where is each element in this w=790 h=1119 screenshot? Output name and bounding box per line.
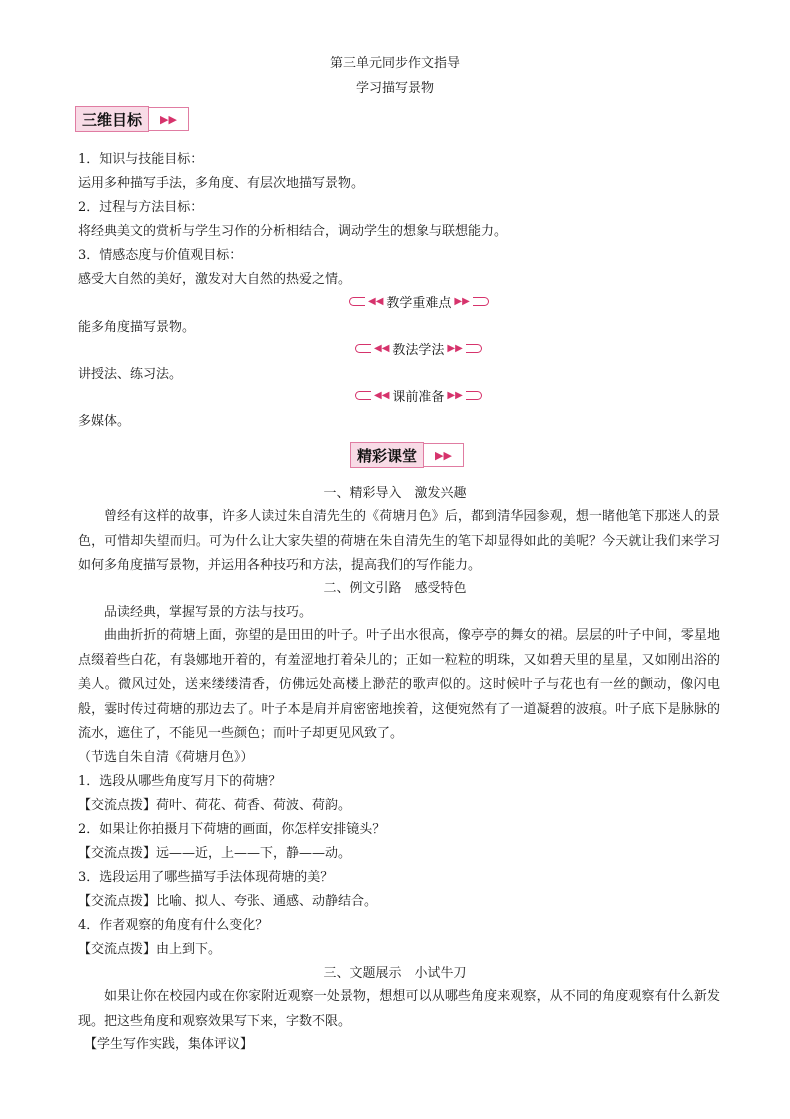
heading-key-points-label: 教学重难点 bbox=[386, 295, 452, 311]
double-chevron-left-icon: ◀◀ bbox=[368, 295, 384, 307]
section-lesson bbox=[350, 443, 464, 467]
part2-title: 二、例文引路 感受特色 bbox=[323, 581, 467, 596]
question-line: 3．选段运用了哪些描写手法体现荷塘的美？ bbox=[78, 870, 334, 885]
double-chevron-right-icon: ▶▶ bbox=[447, 342, 463, 354]
answer-line: 【交流点拨】比喻、拟人、夸张、通感、动静结合。 bbox=[78, 894, 378, 909]
double-chevron-right-icon: ▶▶ bbox=[447, 389, 463, 401]
key-points-text: 能多角度描写景物。 bbox=[78, 320, 196, 335]
heading-prep-label: 课前准备 bbox=[392, 389, 445, 405]
question-line: 2．如果让你拍摄月下荷塘的画面，你怎样安排镜头？ bbox=[78, 822, 386, 837]
heading-key-points bbox=[349, 292, 489, 310]
heading-methods-label: 教法学法 bbox=[392, 342, 445, 358]
goal-line: 1．知识与技能目标： bbox=[78, 152, 204, 167]
part2-excerpt: 曲曲折折的荷塘上面，弥望的是田田的叶子。叶子出水很高，像亭亭的舞女的裙。层层的叶子中间，零星地点缀着些白花，有袅娜地开着的，有羞涩地打着朵儿的；正如一粒粒的明珠，又如碧天里的星星，又如刚出浴的美人。微风过处，送来缕缕清香，仿佛远处高楼上渺茫的歌声似的。这时候叶子与花也有一丝的颤动，像闪电般，霎时传过荷塘的那边去了。叶子本是肩并肩密密地挨着，这便宛然有了一道凝碧的波痕。叶子底下是脉脉的流水，遮住了，不能见一些颜色；而叶子却更见风致了。 bbox=[78, 628, 720, 741]
double-chevron-right-icon: ▶▶ bbox=[454, 295, 470, 307]
heading-prep bbox=[355, 386, 482, 404]
section-goals bbox=[75, 107, 189, 131]
goal-line: 感受大自然的美好，激发对大自然的热爱之情。 bbox=[78, 272, 352, 287]
question-line: 1．选段从哪些角度写月下的荷塘？ bbox=[78, 774, 282, 789]
double-chevron-left-icon: ◀◀ bbox=[374, 342, 390, 354]
part3-paragraph: 如果让你在校园内或在你家附近观察一处景物，想想可以从哪些角度来观察，从不同的角度观察有什么新发现。把这些角度和观察效果写下来，字数不限。 bbox=[78, 989, 720, 1029]
answer-line: 【交流点拨】远——近，上——下，静——动。 bbox=[78, 846, 352, 861]
section-lesson-label: 精彩课堂 bbox=[350, 442, 424, 468]
double-chevron-right-icon: ▶▶ bbox=[424, 443, 464, 467]
goal-line: 2．过程与方法目标： bbox=[78, 200, 204, 215]
answer-line: 【交流点拨】由上到下。 bbox=[78, 942, 222, 957]
answer-line: 【交流点拨】荷叶、荷花、荷香、荷波、荷韵。 bbox=[78, 798, 352, 813]
prep-text: 多媒体。 bbox=[78, 414, 131, 429]
goal-line: 3．情感态度与价值观目标： bbox=[78, 248, 243, 263]
double-chevron-left-icon: ◀◀ bbox=[374, 389, 390, 401]
part2-intro: 品读经典，掌握写景的方法与技巧。 bbox=[104, 605, 313, 620]
part1-title: 一、精彩导入 激发兴趣 bbox=[323, 486, 467, 501]
goal-line: 将经典美文的赏析与学生习作的分析相结合，调动学生的想象与联想能力。 bbox=[78, 224, 508, 239]
goal-line: 运用多种描写手法，多角度、有层次地描写景物。 bbox=[78, 176, 365, 191]
part3-title: 三、文题展示 小试牛刀 bbox=[323, 966, 467, 981]
excerpt-source: （节选自朱自清《荷塘月色》） bbox=[78, 750, 254, 765]
document-title: 第三单元同步作文指导 bbox=[329, 56, 460, 71]
question-line: 4．作者观察的角度有什么变化？ bbox=[78, 918, 269, 933]
methods-text: 讲授法、练习法。 bbox=[78, 367, 183, 382]
part3-note: 【学生写作实践，集体评议】 bbox=[84, 1037, 254, 1052]
document-subtitle: 学习描写景物 bbox=[355, 81, 434, 96]
part1-paragraph: 曾经有这样的故事，许多人读过朱自清先生的《荷塘月色》后，都到清华园参观，想一睹他笔下那迷人的景色，可惜却失望而归。可为什么让大家失望的荷塘在朱自清先生的笔下却显得如此的美呢？今天就让我们来学习如何多角度描写景物，并运用各种技巧和方法，提高我们的写作能力。 bbox=[78, 509, 720, 573]
section-goals-label: 三维目标 bbox=[75, 106, 149, 132]
heading-methods bbox=[355, 339, 482, 357]
double-chevron-right-icon: ▶▶ bbox=[149, 107, 189, 131]
